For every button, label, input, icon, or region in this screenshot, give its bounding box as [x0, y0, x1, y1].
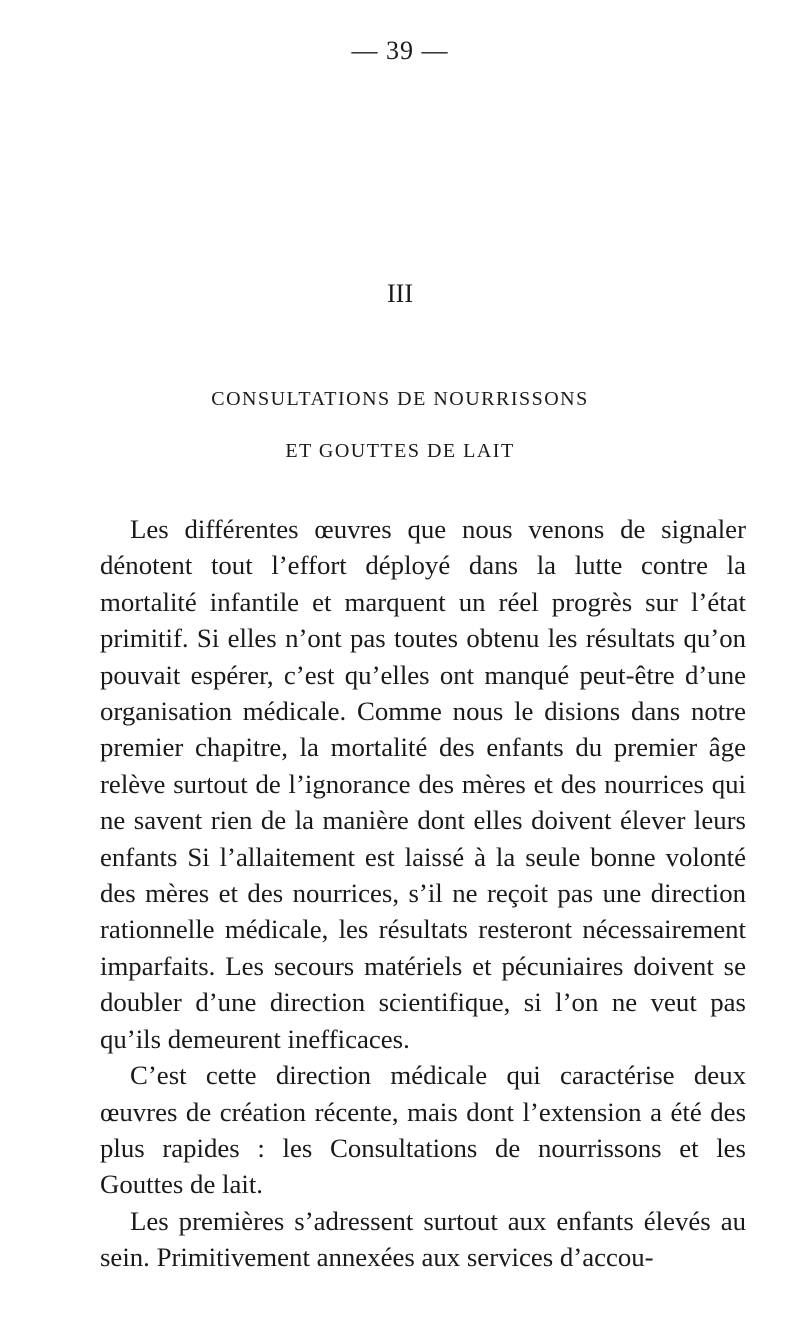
paragraph-1: Les différentes œuvres que nous venons de signaler dénotent tout l’effort déployé dans la lutte contre la mortalité infantile et marquent un réel progrès sur l’état primitif. Si elles n’ont pas toutes obtenu les résultats qu’on pouvait espérer, c’est qu’elles ont manqué peut-être d’une organisation médicale. Comme nous le disions dans notre premier chapitre, la mortalité des enfants du premier âge relève surtout de l’ignorance des mères et des nourrices qui ne savent rien de la manière dont elles doivent élever leurs enfants Si l’allaitement est laissé à la seule bonne volonté des mères et des nourrices, s’il ne reçoit pas une direction rationnelle médicale, les résultats resteront nécessairement imparfaits. Les secours matériels et pécuniaires doivent se doubler d’une direction scientifique, si l’on ne veut pas qu’ils demeurent inefficaces.	[100, 514, 746, 1054]
chapter-number: III	[387, 279, 413, 308]
body-text	[100, 511, 746, 1276]
page-number: — 39 —	[351, 36, 449, 65]
paragraph-2: C’est cette direction médicale qui caractérise deux œuvres de création récente, mais dont l’extension a été des plus rapides : les Consultations de nourrissons et les Gouttes de lait.	[100, 1060, 746, 1200]
chapter-title-line-1: CONSULTATIONS DE NOURRISSONS	[211, 388, 589, 410]
chapter-title-line-2: ET GOUTTES DE LAIT	[285, 440, 515, 462]
paragraph-3: Les premières s’adressent surtout aux enfants élevés au sein. Primitivement annexées aux services d’accou-	[100, 1205, 746, 1273]
